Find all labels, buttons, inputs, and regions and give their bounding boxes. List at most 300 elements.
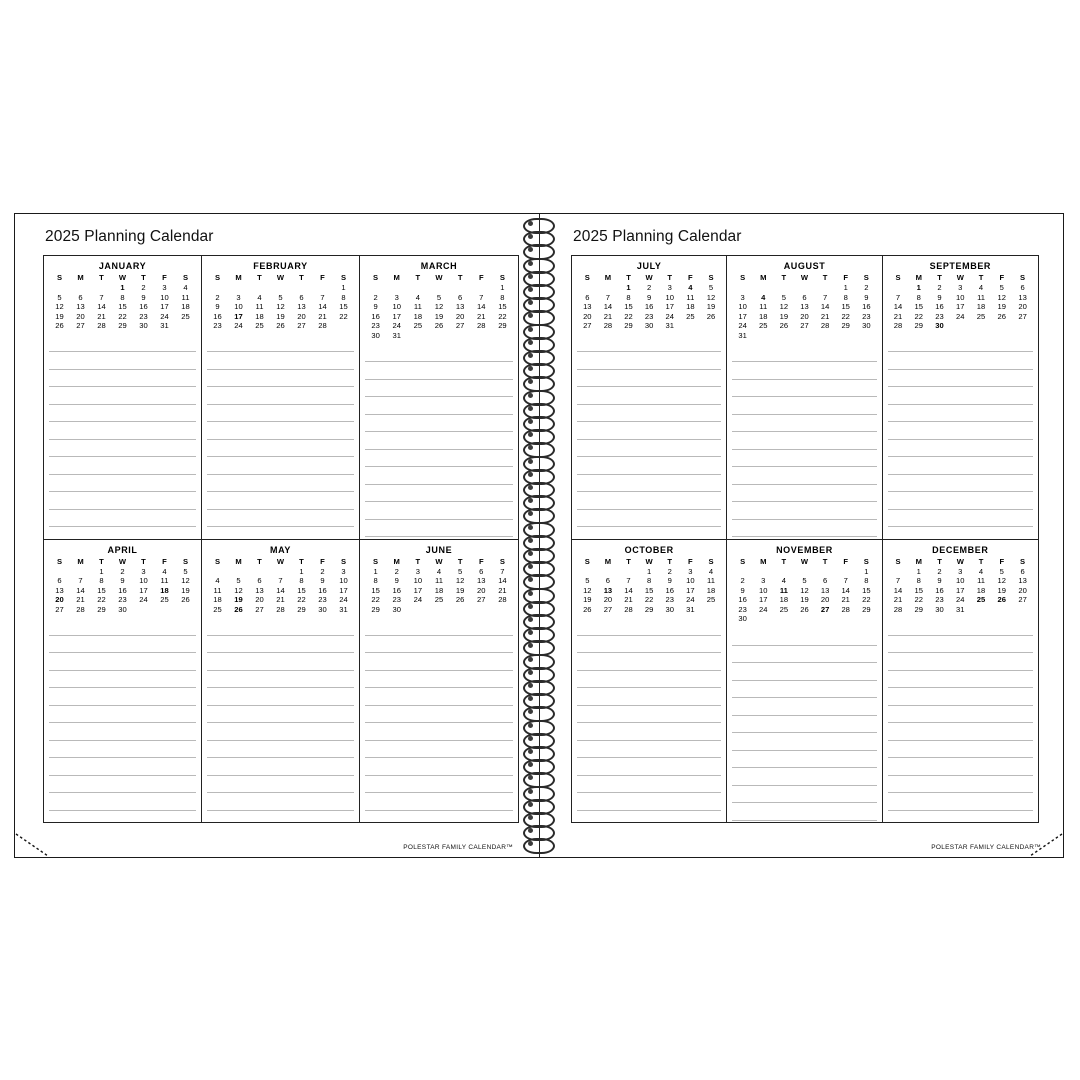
day-cell[interactable]: 19 <box>234 595 243 605</box>
day-cell[interactable]: 21 <box>893 311 903 321</box>
note-line[interactable] <box>49 457 196 475</box>
day-cell[interactable]: 5 <box>57 292 62 302</box>
day-cell[interactable]: 6 <box>479 566 484 576</box>
note-line[interactable] <box>888 492 1033 510</box>
day-cell[interactable]: 1 <box>647 566 652 576</box>
day-cell[interactable]: 13 <box>800 302 809 312</box>
day-cell[interactable]: 16 <box>213 311 222 321</box>
note-line[interactable] <box>888 457 1033 475</box>
day-cell[interactable]: 7 <box>278 576 283 586</box>
day-cell[interactable]: 27 <box>55 604 64 614</box>
day-cell[interactable]: 20 <box>255 595 264 605</box>
day-cell[interactable]: 6 <box>585 292 590 302</box>
day-cell[interactable]: 3 <box>761 576 766 586</box>
day-cell[interactable]: 13 <box>477 576 486 586</box>
note-line[interactable] <box>49 741 196 759</box>
day-cell[interactable]: 31 <box>392 330 401 340</box>
day-cell[interactable]: 29 <box>371 604 380 614</box>
note-line[interactable] <box>577 723 721 741</box>
day-cell[interactable]: 7 <box>99 292 104 302</box>
day-cell[interactable]: 5 <box>802 576 807 586</box>
note-line[interactable] <box>49 618 196 636</box>
note-line[interactable] <box>888 811 1033 822</box>
day-cell[interactable]: 26 <box>181 595 190 605</box>
day-cell[interactable]: 1 <box>120 283 125 292</box>
note-line[interactable] <box>207 618 354 636</box>
day-cell[interactable]: 16 <box>935 585 944 595</box>
day-cell[interactable]: 4 <box>162 566 167 576</box>
note-line[interactable] <box>577 758 721 776</box>
day-cell[interactable]: 26 <box>997 595 1006 605</box>
day-cell[interactable]: 12 <box>234 585 243 595</box>
note-line[interactable] <box>732 803 876 821</box>
day-cell[interactable]: 23 <box>371 321 380 331</box>
day-cell[interactable]: 11 <box>977 292 985 302</box>
day-cell[interactable]: 22 <box>297 595 306 605</box>
note-lines[interactable] <box>365 618 513 822</box>
day-cell[interactable]: 27 <box>455 321 465 331</box>
day-cell[interactable]: 28 <box>76 604 85 614</box>
day-cell[interactable]: 8 <box>500 292 505 302</box>
day-cell[interactable]: 16 <box>644 302 654 312</box>
day-cell[interactable]: 25 <box>976 311 986 321</box>
day-cell[interactable]: 24 <box>339 595 348 605</box>
day-cell[interactable]: 6 <box>57 576 62 586</box>
day-cell[interactable]: 10 <box>160 292 169 302</box>
day-cell[interactable]: 12 <box>800 585 809 595</box>
note-line[interactable] <box>207 422 354 440</box>
note-line[interactable] <box>577 618 721 636</box>
note-line[interactable] <box>207 527 354 538</box>
day-cell[interactable]: 24 <box>665 311 674 321</box>
day-cell[interactable]: 8 <box>647 576 652 586</box>
note-line[interactable] <box>365 636 513 654</box>
day-cell[interactable]: 16 <box>738 595 747 605</box>
note-line[interactable] <box>888 405 1033 423</box>
day-cell[interactable]: 15 <box>914 302 923 312</box>
day-cell[interactable]: 22 <box>862 595 871 605</box>
day-cell[interactable]: 23 <box>935 595 944 605</box>
day-cell[interactable]: 27 <box>255 604 264 614</box>
day-cell[interactable]: 21 <box>603 311 613 321</box>
day-cell[interactable]: 21 <box>893 595 903 605</box>
day-cell[interactable]: 20 <box>820 595 830 605</box>
day-cell[interactable]: 16 <box>665 585 674 595</box>
day-cell[interactable]: 13 <box>55 585 64 595</box>
day-cell[interactable]: 12 <box>583 585 592 595</box>
day-cell[interactable]: 18 <box>976 302 986 312</box>
day-cell[interactable]: 3 <box>667 283 672 292</box>
note-line[interactable] <box>49 758 196 776</box>
note-line[interactable] <box>365 520 513 538</box>
day-cell[interactable]: 13 <box>820 585 830 595</box>
day-cell[interactable]: 28 <box>498 595 507 605</box>
day-cell[interactable]: 8 <box>299 576 304 586</box>
day-cell[interactable]: 2 <box>667 566 672 576</box>
day-cell[interactable]: 11 <box>977 576 985 586</box>
note-line[interactable] <box>888 475 1033 493</box>
day-cell[interactable]: 18 <box>976 585 986 595</box>
note-line[interactable] <box>207 510 354 528</box>
day-cell[interactable]: 28 <box>820 321 830 331</box>
day-cell[interactable]: 27 <box>820 604 830 614</box>
note-line[interactable] <box>365 741 513 759</box>
note-lines[interactable] <box>732 628 876 822</box>
day-cell[interactable]: 27 <box>297 321 306 331</box>
day-cell[interactable]: 11 <box>255 302 264 312</box>
day-cell[interactable]: 12 <box>181 576 190 586</box>
day-cell[interactable]: 5 <box>999 566 1004 576</box>
day-cell[interactable]: 31 <box>956 604 965 614</box>
day-cell[interactable]: 28 <box>477 321 486 331</box>
note-line[interactable] <box>49 811 196 822</box>
day-cell[interactable]: 2 <box>141 283 146 292</box>
day-cell[interactable]: 26 <box>234 604 243 614</box>
day-cell[interactable]: 30 <box>738 614 747 624</box>
day-cell[interactable]: 13 <box>455 302 465 312</box>
day-cell[interactable]: 27 <box>76 321 85 331</box>
day-cell[interactable]: 14 <box>603 302 613 312</box>
note-line[interactable] <box>577 741 721 759</box>
day-cell[interactable]: 22 <box>339 311 348 321</box>
day-cell[interactable]: 6 <box>605 576 611 586</box>
day-cell[interactable]: 11 <box>435 576 443 586</box>
day-cell[interactable]: 13 <box>1018 576 1027 586</box>
day-cell[interactable]: 1 <box>843 283 848 292</box>
day-cell[interactable]: 22 <box>371 595 380 605</box>
day-cell[interactable]: 3 <box>688 566 693 576</box>
note-line[interactable] <box>207 370 354 388</box>
day-cell[interactable]: 23 <box>738 604 747 614</box>
day-cell[interactable]: 1 <box>916 566 921 576</box>
day-cell[interactable]: 22 <box>118 311 127 321</box>
day-cell[interactable]: 9 <box>647 292 652 302</box>
day-cell[interactable]: 14 <box>624 585 633 595</box>
note-line[interactable] <box>207 671 354 689</box>
day-cell[interactable]: 17 <box>413 585 423 595</box>
day-cell[interactable]: 21 <box>498 585 507 595</box>
note-line[interactable] <box>207 706 354 724</box>
day-cell[interactable]: 10 <box>139 576 148 586</box>
note-line[interactable] <box>207 387 354 405</box>
note-line[interactable] <box>577 422 721 440</box>
note-line[interactable] <box>577 636 721 654</box>
day-cell[interactable]: 8 <box>843 292 848 302</box>
note-line[interactable] <box>888 653 1033 671</box>
note-line[interactable] <box>732 467 876 485</box>
day-cell[interactable]: 9 <box>320 576 325 586</box>
day-cell[interactable]: 22 <box>498 311 507 321</box>
note-line[interactable] <box>365 688 513 706</box>
day-cell[interactable]: 27 <box>477 595 486 605</box>
note-line[interactable] <box>207 405 354 423</box>
day-cell[interactable]: 2 <box>120 566 125 576</box>
day-cell[interactable]: 11 <box>779 585 788 595</box>
day-cell[interactable]: 28 <box>893 321 903 331</box>
day-cell[interactable]: 23 <box>139 311 148 321</box>
day-cell[interactable]: 14 <box>276 585 285 595</box>
day-cell[interactable]: 19 <box>779 311 789 321</box>
day-cell[interactable]: 29 <box>914 321 923 331</box>
day-cell[interactable]: 24 <box>759 604 768 614</box>
day-cell[interactable]: 16 <box>862 302 871 312</box>
note-line[interactable] <box>49 793 196 811</box>
day-cell[interactable]: 15 <box>339 302 348 312</box>
note-line[interactable] <box>365 485 513 503</box>
note-line[interactable] <box>888 527 1033 538</box>
day-cell[interactable]: 23 <box>318 595 327 605</box>
day-cell[interactable]: 29 <box>97 604 106 614</box>
day-cell[interactable]: 25 <box>413 321 423 331</box>
day-cell[interactable]: 2 <box>373 292 378 302</box>
day-cell[interactable]: 30 <box>118 604 127 614</box>
day-cell[interactable]: 21 <box>276 595 285 605</box>
day-cell[interactable]: 1 <box>626 283 631 292</box>
note-line[interactable] <box>49 370 196 388</box>
day-cell[interactable]: 30 <box>371 330 380 340</box>
note-line[interactable] <box>732 537 876 538</box>
day-cell[interactable]: 13 <box>1018 292 1027 302</box>
day-cell[interactable]: 31 <box>686 604 695 614</box>
day-cell[interactable]: 17 <box>339 585 348 595</box>
day-cell[interactable]: 29 <box>841 321 850 331</box>
day-cell[interactable]: 20 <box>297 311 306 321</box>
day-cell[interactable]: 11 <box>213 585 222 595</box>
note-lines[interactable] <box>577 618 721 822</box>
note-line[interactable] <box>365 793 513 811</box>
day-cell[interactable]: 12 <box>455 576 465 586</box>
day-cell[interactable]: 26 <box>276 321 285 331</box>
note-line[interactable] <box>732 716 876 734</box>
day-cell[interactable]: 11 <box>181 292 190 302</box>
day-cell[interactable]: 23 <box>118 595 127 605</box>
day-cell[interactable]: 19 <box>181 585 190 595</box>
day-cell[interactable]: 14 <box>477 302 486 312</box>
day-cell[interactable]: 5 <box>278 292 283 302</box>
note-line[interactable] <box>888 723 1033 741</box>
note-lines[interactable] <box>732 345 876 539</box>
day-cell[interactable]: 7 <box>822 292 828 302</box>
day-cell[interactable]: 15 <box>862 585 871 595</box>
day-cell[interactable]: 17 <box>392 311 401 321</box>
note-line[interactable] <box>49 440 196 458</box>
day-cell[interactable]: 12 <box>434 302 444 312</box>
day-cell[interactable]: 16 <box>392 585 401 595</box>
note-line[interactable] <box>207 352 354 370</box>
day-cell[interactable]: 26 <box>583 604 592 614</box>
note-line[interactable] <box>49 706 196 724</box>
note-line[interactable] <box>49 510 196 528</box>
note-line[interactable] <box>732 821 876 822</box>
day-cell[interactable]: 2 <box>394 566 399 576</box>
day-cell[interactable]: 3 <box>958 566 963 576</box>
day-cell[interactable]: 14 <box>498 576 507 586</box>
note-line[interactable] <box>888 510 1033 528</box>
note-line[interactable] <box>365 706 513 724</box>
day-cell[interactable]: 17 <box>234 311 243 321</box>
day-cell[interactable]: 24 <box>686 595 695 605</box>
day-cell[interactable]: 7 <box>843 576 848 586</box>
day-cell[interactable]: 9 <box>373 302 378 312</box>
day-cell[interactable]: 1 <box>299 566 304 576</box>
day-cell[interactable]: 5 <box>708 283 714 292</box>
day-cell[interactable]: 15 <box>118 302 127 312</box>
day-cell[interactable]: 26 <box>434 321 444 331</box>
day-cell[interactable]: 10 <box>686 576 695 586</box>
day-cell[interactable]: 29 <box>297 604 306 614</box>
day-cell[interactable]: 3 <box>141 566 146 576</box>
note-line[interactable] <box>888 706 1033 724</box>
note-line[interactable] <box>732 733 876 751</box>
day-cell[interactable]: 22 <box>97 595 106 605</box>
day-cell[interactable]: 14 <box>97 302 106 312</box>
note-line[interactable] <box>49 405 196 423</box>
day-cell[interactable]: 23 <box>213 321 222 331</box>
day-cell[interactable]: 15 <box>371 585 380 595</box>
day-cell[interactable]: 8 <box>99 576 104 586</box>
note-lines[interactable] <box>207 618 354 822</box>
note-line[interactable] <box>207 776 354 794</box>
day-cell[interactable]: 28 <box>624 604 633 614</box>
note-line[interactable] <box>732 345 876 363</box>
day-cell[interactable]: 18 <box>759 311 768 321</box>
day-cell[interactable]: 24 <box>956 595 965 605</box>
day-cell[interactable]: 24 <box>234 321 243 331</box>
day-cell[interactable]: 10 <box>759 585 768 595</box>
day-cell[interactable]: 22 <box>914 595 923 605</box>
day-cell[interactable]: 8 <box>120 292 125 302</box>
day-cell[interactable]: 1 <box>373 566 378 576</box>
day-cell[interactable]: 16 <box>371 311 380 321</box>
day-cell[interactable]: 6 <box>458 292 463 302</box>
day-cell[interactable]: 4 <box>781 576 786 586</box>
note-line[interactable] <box>49 776 196 794</box>
day-cell[interactable]: 21 <box>624 595 633 605</box>
note-line[interactable] <box>207 457 354 475</box>
note-line[interactable] <box>365 450 513 468</box>
day-cell[interactable]: 13 <box>583 302 592 312</box>
day-cell[interactable]: 18 <box>706 585 716 595</box>
note-line[interactable] <box>732 628 876 646</box>
day-cell[interactable]: 9 <box>394 576 399 586</box>
day-cell[interactable]: 30 <box>644 321 654 331</box>
day-cell[interactable]: 30 <box>862 321 871 331</box>
note-line[interactable] <box>49 492 196 510</box>
note-line[interactable] <box>732 432 876 450</box>
day-cell[interactable]: 24 <box>139 595 148 605</box>
day-cell[interactable]: 12 <box>779 302 789 312</box>
day-cell[interactable]: 18 <box>255 311 264 321</box>
day-cell[interactable]: 21 <box>841 595 850 605</box>
note-line[interactable] <box>49 352 196 370</box>
day-cell[interactable]: 25 <box>213 604 222 614</box>
day-cell[interactable]: 10 <box>234 302 243 312</box>
note-line[interactable] <box>577 352 721 370</box>
note-line[interactable] <box>732 663 876 681</box>
day-cell[interactable]: 18 <box>434 585 444 595</box>
day-cell[interactable]: 6 <box>802 292 807 302</box>
note-line[interactable] <box>888 618 1033 636</box>
note-line[interactable] <box>365 671 513 689</box>
note-line[interactable] <box>577 706 721 724</box>
day-cell[interactable]: 11 <box>759 302 768 312</box>
note-line[interactable] <box>577 510 721 528</box>
day-cell[interactable]: 15 <box>297 585 306 595</box>
note-line[interactable] <box>207 723 354 741</box>
day-cell[interactable]: 7 <box>479 292 484 302</box>
note-line[interactable] <box>577 671 721 689</box>
day-cell[interactable]: 8 <box>341 292 346 302</box>
day-cell[interactable]: 18 <box>779 595 789 605</box>
day-cell[interactable]: 9 <box>667 576 672 586</box>
note-line[interactable] <box>365 537 513 538</box>
note-line[interactable] <box>577 370 721 388</box>
note-lines[interactable] <box>888 335 1033 539</box>
day-cell[interactable]: 7 <box>895 292 901 302</box>
day-cell[interactable]: 28 <box>893 604 903 614</box>
day-cell[interactable]: 24 <box>956 311 965 321</box>
day-cell[interactable]: 4 <box>436 566 442 576</box>
day-cell[interactable]: 26 <box>455 595 465 605</box>
note-line[interactable] <box>888 335 1033 353</box>
day-cell[interactable]: 7 <box>320 292 325 302</box>
day-cell[interactable]: 17 <box>759 595 768 605</box>
day-cell[interactable]: 15 <box>624 302 633 312</box>
day-cell[interactable]: 1 <box>341 283 346 292</box>
day-cell[interactable]: 28 <box>841 604 850 614</box>
day-cell[interactable]: 15 <box>644 585 654 595</box>
day-cell[interactable]: 13 <box>603 585 613 595</box>
day-cell[interactable]: 30 <box>665 604 674 614</box>
day-cell[interactable]: 25 <box>779 604 789 614</box>
day-cell[interactable]: 11 <box>686 292 695 302</box>
day-cell[interactable]: 12 <box>997 292 1006 302</box>
day-cell[interactable]: 28 <box>603 321 613 331</box>
day-cell[interactable]: 5 <box>458 566 463 576</box>
day-cell[interactable]: 26 <box>997 311 1006 321</box>
note-line[interactable] <box>49 636 196 654</box>
day-cell[interactable]: 7 <box>895 576 901 586</box>
note-line[interactable] <box>732 362 876 380</box>
day-cell[interactable]: 27 <box>1018 595 1027 605</box>
day-cell[interactable]: 11 <box>160 576 169 586</box>
day-cell[interactable]: 31 <box>665 321 674 331</box>
day-cell[interactable]: 27 <box>603 604 613 614</box>
note-line[interactable] <box>577 457 721 475</box>
note-line[interactable] <box>365 380 513 398</box>
day-cell[interactable]: 29 <box>118 321 127 331</box>
note-line[interactable] <box>732 502 876 520</box>
day-cell[interactable]: 12 <box>55 302 64 312</box>
day-cell[interactable]: 10 <box>413 576 423 586</box>
day-cell[interactable]: 17 <box>139 585 148 595</box>
note-line[interactable] <box>577 387 721 405</box>
day-cell[interactable]: 20 <box>800 311 809 321</box>
note-line[interactable] <box>732 397 876 415</box>
day-cell[interactable]: 2 <box>320 566 325 576</box>
day-cell[interactable]: 17 <box>956 585 965 595</box>
day-cell[interactable]: 5 <box>236 576 241 586</box>
day-cell[interactable]: 24 <box>738 321 747 331</box>
day-cell[interactable]: 22 <box>644 595 654 605</box>
day-cell[interactable]: 17 <box>160 302 169 312</box>
note-line[interactable] <box>888 387 1033 405</box>
note-line[interactable] <box>365 345 513 363</box>
note-line[interactable] <box>888 370 1033 388</box>
day-cell[interactable]: 19 <box>455 585 465 595</box>
day-cell[interactable]: 4 <box>215 576 220 586</box>
note-line[interactable] <box>577 440 721 458</box>
